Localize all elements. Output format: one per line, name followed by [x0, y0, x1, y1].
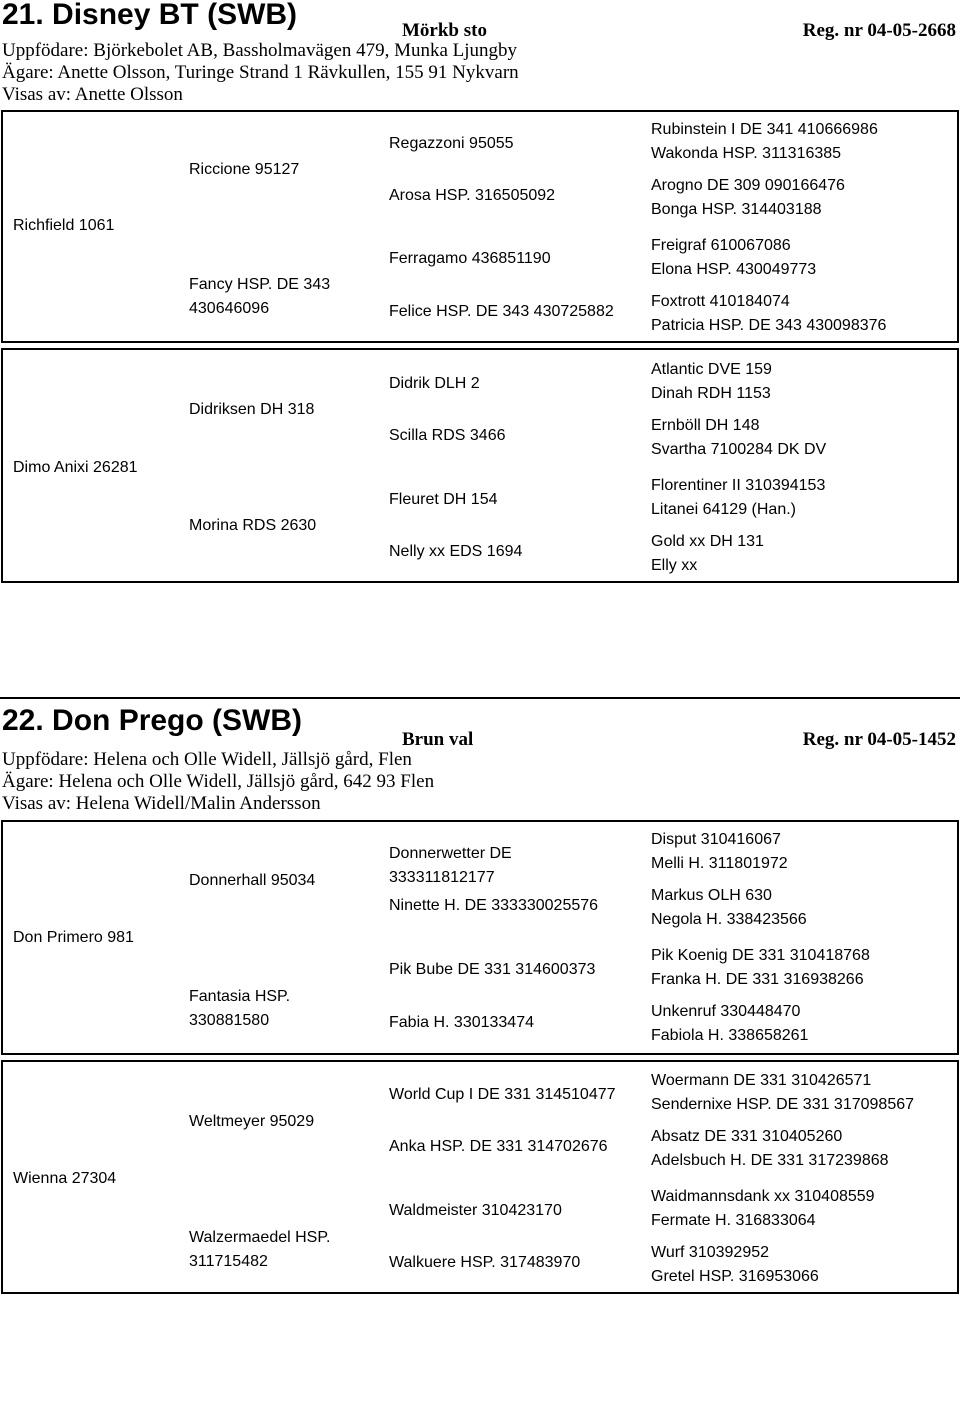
sire-sire: Riccione 95127 — [189, 161, 300, 178]
shown-by: Visas av: Helena Widell/Malin Andersson — [2, 793, 321, 814]
sire-dam-sire: Pik Bube DE 331 314600373 — [389, 961, 596, 978]
dam-dam: Morina RDS 2630 — [189, 517, 317, 534]
dam-dam-sire: Fleuret DH 154 — [389, 491, 498, 508]
sire-dam-dam: Felice HSP. DE 343 430725882 — [389, 303, 614, 320]
ancestor-g4: Atlantic DVE 159 — [651, 361, 772, 378]
ancestor-g4: Woermann DE 331 310426571 — [651, 1072, 872, 1089]
sire-sire-sire: Regazzoni 95055 — [389, 135, 514, 152]
sire-dam-sire: Ferragamo 436851190 — [389, 250, 551, 267]
registration-number: Reg. nr 04-05-1452 — [802, 729, 956, 750]
dam-dam-dam: Nelly xx EDS 1694 — [389, 543, 523, 560]
owner: Ägare: Helena och Olle Widell, Jällsjö gård, 642 93 Flen — [2, 771, 435, 792]
registration-number: Reg. nr 04-05-2668 — [802, 20, 956, 41]
ancestor-g4: Litanei 64129 (Han.) — [651, 501, 796, 518]
ancestor-g4: Sendernixe HSP. DE 331 317098567 — [651, 1096, 915, 1113]
sire-sire-sire: Donnerwetter DE 333311812177 — [389, 845, 512, 886]
entry-divider — [0, 697, 960, 699]
dam-sire-dam: Scilla RDS 3466 — [389, 427, 506, 444]
ancestor-g4: Arogno DE 309 090166476 — [651, 177, 845, 194]
ancestor-g4: Gretel HSP. 316953066 — [651, 1268, 819, 1285]
ancestor-g4: Franka H. DE 331 316938266 — [651, 971, 864, 988]
dam-dam-sire: Waldmeister 310423170 — [389, 1202, 562, 1219]
ancestor-g4: Freigraf 610067086 — [651, 237, 791, 254]
sire: Richfield 1061 — [13, 217, 115, 234]
sire-sire-dam: Arosa HSP. 316505092 — [389, 187, 556, 204]
sire-sire: Donnerhall 95034 — [189, 872, 316, 889]
ancestor-g4: Fabiola H. 338658261 — [651, 1027, 809, 1044]
sire: Don Primero 981 — [13, 929, 134, 946]
sire-dam: Fantasia HSP. 330881580 — [189, 988, 291, 1029]
sire-sire-dam: Ninette H. DE 333330025576 — [389, 897, 599, 914]
ancestor-g4: Waidmannsdank xx 310408559 — [651, 1188, 875, 1205]
horse-title: 22. Don Prego (SWB) — [2, 704, 303, 737]
owner: Ägare: Anette Olsson, Turinge Strand 1 Rävkullen, 155 91 Nykvarn — [2, 62, 519, 83]
breeder: Uppfödare: Helena och Olle Widell, Jällsjö gård, Flen — [2, 749, 412, 770]
sire-dam-dam: Fabia H. 330133474 — [389, 1014, 534, 1031]
ancestor-g4: Elly xx — [651, 557, 698, 574]
ancestor-g4: Florentiner II 310394153 — [651, 477, 826, 494]
horse-color: Brun val — [402, 729, 474, 750]
dam-dam: Walzermaedel HSP. 311715482 — [189, 1229, 331, 1270]
ancestor-g4: Fermate H. 316833064 — [651, 1212, 816, 1229]
ancestor-g4: Foxtrott 410184074 — [651, 293, 790, 310]
ancestor-g4: Melli H. 311801972 — [651, 855, 788, 872]
ancestor-g4: Patricia HSP. DE 343 430098376 — [651, 317, 887, 334]
ancestor-g4: Ernböll DH 148 — [651, 417, 760, 434]
dam-sire: Didriksen DH 318 — [189, 401, 315, 418]
dam-dam-dam: Walkuere HSP. 317483970 — [389, 1254, 581, 1271]
shown-by: Visas av: Anette Olsson — [2, 84, 183, 105]
ancestor-g4: Unkenruf 330448470 — [651, 1003, 801, 1020]
ancestor-g4: Elona HSP. 430049773 — [651, 261, 817, 278]
dam: Wienna 27304 — [13, 1170, 117, 1187]
dam-sire-sire: World Cup I DE 331 314510477 — [389, 1086, 616, 1103]
ancestor-g4: Negola H. 338423566 — [651, 911, 807, 928]
ancestor-g4: Bonga HSP. 314403188 — [651, 201, 822, 218]
dam-sire-sire: Didrik DLH 2 — [389, 375, 480, 392]
dam-sire: Weltmeyer 95029 — [189, 1113, 315, 1130]
ancestor-g4: Rubinstein I DE 341 410666986 — [651, 121, 878, 138]
ancestor-g4: Disput 310416067 — [651, 831, 781, 848]
breeder: Uppfödare: Björkebolet AB, Bassholmavägen 479, Munka Ljungby — [2, 40, 518, 61]
horse-title: 21. Disney BT (SWB) — [2, 0, 298, 31]
ancestor-g4: Absatz DE 331 310405260 — [651, 1128, 843, 1145]
ancestor-g4: Wakonda HSP. 311316385 — [651, 145, 842, 162]
sire-dam: Fancy HSP. DE 343 430646096 — [189, 276, 331, 317]
ancestor-g4: Gold xx DH 131 — [651, 533, 764, 550]
ancestor-g4: Svartha 7100284 DK DV — [651, 441, 827, 458]
dam: Dimo Anixi 26281 — [13, 459, 138, 476]
ancestor-g4: Pik Koenig DE 331 310418768 — [651, 947, 870, 964]
ancestor-g4: Dinah RDH 1153 — [651, 385, 771, 402]
dam-sire-dam: Anka HSP. DE 331 314702676 — [389, 1138, 608, 1155]
ancestor-g4: Adelsbuch H. DE 331 317239868 — [651, 1152, 889, 1169]
horse-color: Mörkb sto — [402, 20, 487, 41]
ancestor-g4: Wurf 310392952 — [651, 1244, 770, 1261]
ancestor-g4: Markus OLH 630 — [651, 887, 772, 904]
